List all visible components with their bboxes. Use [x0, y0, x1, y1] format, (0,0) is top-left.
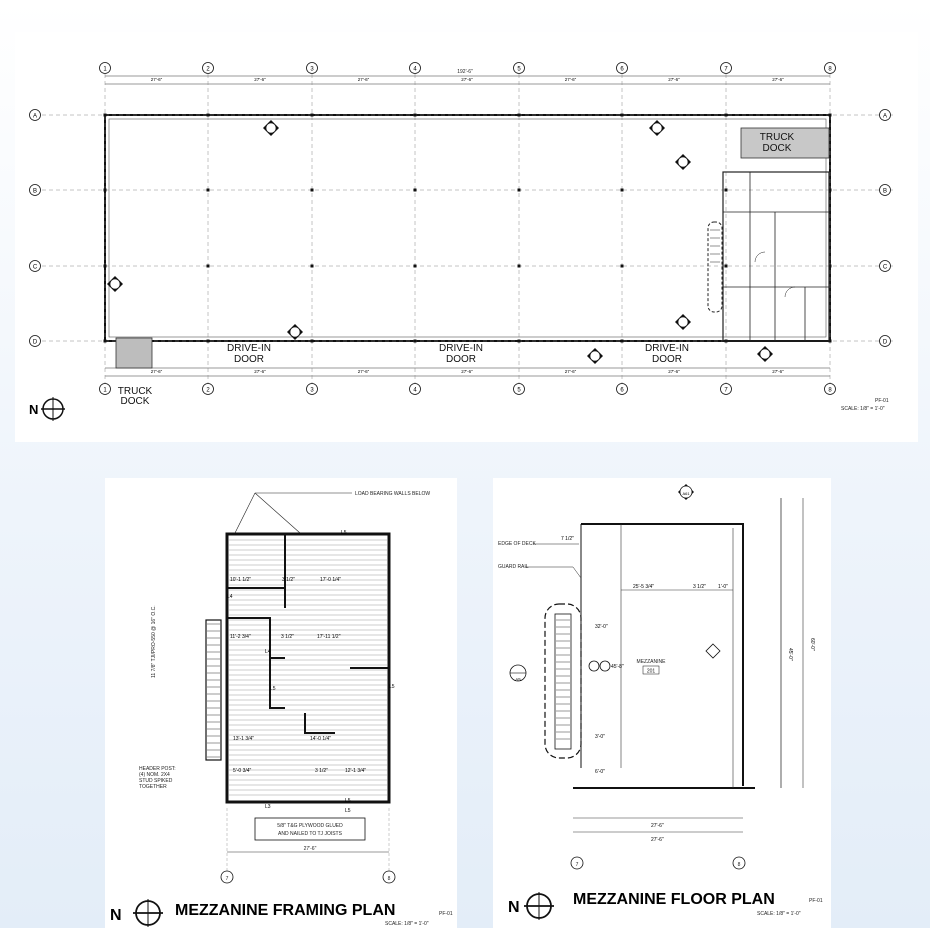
bay-dimension: 27'-6" [461, 77, 473, 82]
svg-text:DRIVE-IN: DRIVE-IN [439, 343, 483, 354]
grid-row-label: C [882, 264, 888, 271]
framing-sheet-ref: PF-01 [439, 911, 453, 917]
warehouse-floor-plan-drawing [15, 32, 918, 442]
grid-col-label: 4 [413, 66, 417, 73]
bay-dimension: 27'-6" [150, 369, 163, 374]
bay-dimension: 27'-6" [772, 369, 784, 374]
floor-dimension: 3 1/2" [693, 584, 706, 590]
framing-scale: SCALE: 1/8" = 1'-0" [385, 921, 429, 927]
section-marker-icon [675, 314, 691, 330]
svg-text:DOOR: DOOR [234, 354, 264, 365]
floor-dimension: 45'-8" [611, 664, 624, 670]
framing-stair [206, 620, 221, 760]
note-edge-of-deck: EDGE OF DECK [498, 541, 536, 547]
floor-dimension: 27'-6" [651, 823, 664, 829]
overall-dimension: 192'-6" [457, 69, 473, 75]
framing-dimension: 17'-11 1/2" [317, 634, 341, 640]
grid-row-label: B [32, 188, 38, 195]
svg-text:8: 8 [387, 876, 391, 882]
framing-north-arrow-icon [133, 899, 163, 927]
svg-text:DOOR: DOOR [652, 354, 682, 365]
floor-dimension: 25'-5 3/4" [633, 584, 655, 590]
floor-outline-wall [581, 524, 743, 786]
framing-plan-drawing [105, 478, 457, 928]
bay-dimension: 27'-6" [668, 77, 680, 82]
grid-row-label: A [882, 113, 888, 120]
bay-dimension: 27'-6" [254, 369, 266, 374]
grid-col-label: 5 [517, 387, 521, 394]
truck-dock-bottom-label-2: DOCK [120, 396, 150, 407]
bay-dimension: 27'-6" [564, 369, 577, 374]
floor-dim-right-1: 60'-0" [809, 638, 815, 651]
lvl-label: L4 [265, 649, 271, 655]
floor-north-arrow-icon [524, 892, 554, 920]
floor-dimension: 7 1/2" [561, 536, 574, 542]
framing-dimension: 11'-2 3/4" [230, 634, 251, 640]
warehouse-floor-plan-sheet [15, 32, 918, 442]
section-marker-icon [587, 348, 603, 364]
floor-sheet-ref: PF-01 [809, 898, 823, 904]
drive-in-door-3 [645, 343, 689, 365]
floor-dimension: 1'-0" [718, 584, 728, 590]
section-marker-icon [649, 120, 665, 136]
svg-text:8: 8 [737, 862, 741, 868]
svg-text:7: 7 [575, 862, 579, 868]
framing-dimension: 3 1/2" [315, 768, 328, 774]
grid-col-label: 2 [206, 66, 210, 73]
svg-text:DOOR: DOOR [446, 354, 476, 365]
grid-col-label: 7 [724, 66, 728, 73]
lvl-label: L5 [341, 530, 347, 536]
bay-dimension: 27'-6" [357, 77, 370, 82]
section-marker-icon [675, 154, 691, 170]
grid-col-label: 6 [620, 66, 624, 73]
grid-row-label: D [882, 339, 888, 346]
sheet-ref: PF-01 [875, 398, 889, 404]
truck-dock-bottom-label-1: TRUCK [117, 386, 153, 397]
lvl-label: L5 [345, 808, 351, 814]
section-marker-icon [107, 276, 123, 292]
grid-col-label: 8 [828, 66, 832, 73]
grid-col-label: 1 [103, 66, 107, 73]
grid-col-label: 8 [828, 387, 832, 394]
floor-plan-title: MEZZANINE FLOOR PLAN [573, 891, 775, 908]
elevation-marker-icon [706, 644, 720, 658]
framing-bottom-dim: 27'-6" [303, 846, 317, 852]
floor-dimension: 27'-6" [651, 837, 664, 843]
section-marker-left-icon [510, 665, 526, 682]
plywood-note-1: 5/8" T&G PLYWOOD GLUED [277, 823, 343, 829]
framing-dimension: 17'-0 1/4" [320, 577, 342, 583]
bay-dimension: 27'-6" [564, 77, 577, 82]
truck-dock-bottom-area [116, 338, 152, 368]
framing-dimension: 12'-1 3/4" [345, 768, 367, 774]
floor-plan-sheet [493, 478, 831, 928]
note-guard-rail: GUARD RAIL [498, 564, 529, 570]
framing-dimension: 5'-0 3/4" [233, 768, 252, 774]
bay-dimension: 27'-6" [254, 77, 266, 82]
section-marker-top-icon [678, 484, 694, 500]
north-arrow-icon [41, 397, 65, 421]
section-marker-icon [287, 324, 303, 340]
framing-dimension: 3 1/2" [281, 634, 294, 640]
lvl-label: L5 [345, 798, 351, 804]
lvl-label: L4 [227, 594, 233, 600]
floor-dimension: 32'-0" [595, 624, 608, 630]
grid-col-label: 1 [103, 387, 107, 394]
svg-text:DRIVE-IN: DRIVE-IN [645, 343, 689, 354]
grid-col-label: 5 [517, 66, 521, 73]
framing-plan-title: MEZZANINE FRAMING PLAN [175, 902, 396, 919]
floor-north-label: N [508, 899, 520, 916]
svg-text:7: 7 [225, 876, 229, 882]
bay-dimension: 27'-6" [461, 369, 473, 374]
note-load-bearing: LOAD BEARING WALLS BELOW [355, 491, 431, 497]
room-number: 201 [646, 668, 656, 675]
truck-dock-top-label-1: TRUCK [759, 132, 795, 143]
svg-text:(4) NOM. 2X4: (4) NOM. 2X4 [139, 772, 170, 778]
floor-plan-drawing [493, 478, 831, 928]
grid-col-label: 3 [310, 66, 314, 73]
framing-dimension: 13'-1 3/4" [233, 736, 255, 742]
bay-dimension: 27'-6" [668, 369, 680, 374]
grid-row-label: C [32, 264, 38, 271]
grid-col-label: 4 [413, 387, 417, 394]
truck-dock-top-label-2: DOCK [762, 143, 792, 154]
svg-text:A5: A5 [515, 677, 521, 682]
grid-col-label: 2 [206, 387, 210, 394]
lvl-label: L5 [389, 684, 395, 690]
grid-col-label: 7 [724, 387, 728, 394]
scale-note: SCALE: 1/8" = 1'-0" [841, 406, 885, 412]
framing-plan-sheet [105, 478, 457, 928]
grid-col-label: 6 [620, 387, 624, 394]
bay-dimension: 27'-6" [772, 77, 784, 82]
joist-note: 11 7/8" TJI/PRO-550 @ 16" O.C. [151, 605, 157, 678]
note-header-post [139, 766, 176, 790]
floor-scale: SCALE: 1/8" = 1'-0" [757, 911, 801, 917]
room-name: MEZZANINE [636, 659, 666, 665]
grid-row-label: D [32, 339, 38, 346]
svg-text:A61: A61 [682, 491, 690, 496]
bay-dimension: 27'-6" [357, 369, 370, 374]
grid-row-label: B [882, 188, 888, 195]
bay-dimension: 27'-6" [150, 77, 163, 82]
lvl-label: L5 [270, 686, 276, 692]
drive-in-door-1 [227, 343, 271, 365]
svg-text:TOGETHER: TOGETHER [139, 784, 167, 790]
svg-text:HEADER POST:: HEADER POST: [139, 766, 176, 772]
lvl-label: L3 [265, 804, 271, 810]
building-outline [105, 115, 830, 341]
framing-dimension: 3 1/2" [282, 577, 295, 583]
framing-north-label: N [110, 907, 122, 924]
plywood-note-2: AND NAILED TO TJ JOISTS [278, 831, 342, 837]
north-label: N [29, 402, 39, 417]
svg-text:STUD SPIKED: STUD SPIKED [139, 778, 173, 784]
floor-dimension: 3'-0" [595, 734, 605, 740]
section-marker-icon [263, 120, 279, 136]
drive-in-door-2 [439, 343, 483, 365]
floor-dim-right-2: 45'-0" [787, 648, 793, 661]
grid-col-label: 3 [310, 387, 314, 394]
framing-dimension: 14'-0 1/4" [310, 736, 332, 742]
grid-row-label: A [32, 113, 38, 120]
section-marker-icon [757, 346, 773, 362]
svg-text:DRIVE-IN: DRIVE-IN [227, 343, 271, 354]
framing-dimension: 10'-1 1/2" [230, 577, 252, 583]
floor-dimension: 6'-0" [595, 769, 605, 775]
